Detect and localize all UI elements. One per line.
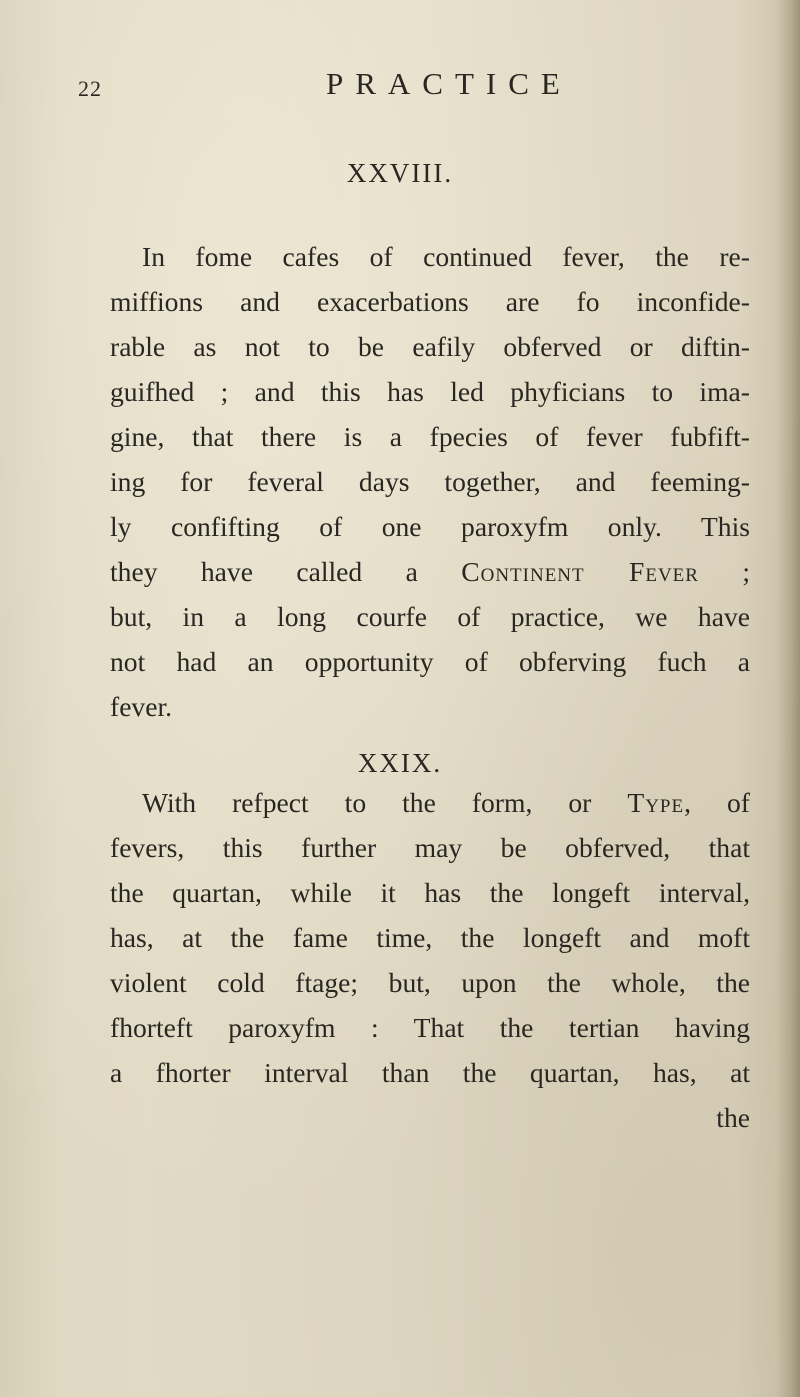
text-line: With refpect to the form, or Type, of [142, 787, 750, 818]
text-line: ly confifting of one paroxyfm only. This [110, 511, 750, 542]
small-caps-term: Continent Fever [461, 556, 699, 587]
text-line: gine, that there is a fpecies of fever fubfift- [110, 421, 750, 452]
text-line: ing for feveral days together, and feeming- [110, 466, 750, 497]
text-line: In fome cafes of continued fever, the re- [142, 241, 750, 272]
text-line: but, in a long courfe of practice, we have [110, 601, 750, 632]
text-line: a fhorter interval than the quartan, has, at [110, 1057, 750, 1088]
text-line: rable as not to be eafily obferved or diftin- [110, 331, 750, 362]
text-line: the quartan, while it has the longeft interval, [110, 877, 750, 908]
text-line: fhorteft paroxyfm : That the tertian having [110, 1012, 750, 1043]
text-line: not had an opportunity of obferving fuch a [110, 646, 750, 677]
page-edge-shadow [776, 0, 800, 1397]
section-heading-xxix: XXIX. [357, 748, 443, 778]
paragraph-xxix [110, 780, 750, 1140]
running-head: PRACTICE [326, 66, 572, 101]
text-line: they have called a Continent Fever ; [110, 556, 750, 587]
page-number: 22 [78, 76, 102, 101]
text-line: guifhed ; and this has led phyficians to ima- [110, 376, 750, 407]
small-caps-term: Type [627, 787, 685, 818]
section-heading-xxviii: XXVIII. [346, 158, 454, 188]
text-line: fever. [110, 691, 173, 722]
text-line: has, at the fame time, the longeft and moft [110, 922, 750, 953]
text-line: miffions and exacerbations are fo inconfide- [110, 286, 750, 317]
text-line: fevers, this further may be obferved, that [110, 832, 750, 863]
catchword: the [716, 1102, 750, 1133]
page-header [78, 58, 678, 108]
paragraph-xxviii [110, 234, 750, 729]
text-line: violent cold ftage; but, upon the whole, the [110, 967, 750, 998]
